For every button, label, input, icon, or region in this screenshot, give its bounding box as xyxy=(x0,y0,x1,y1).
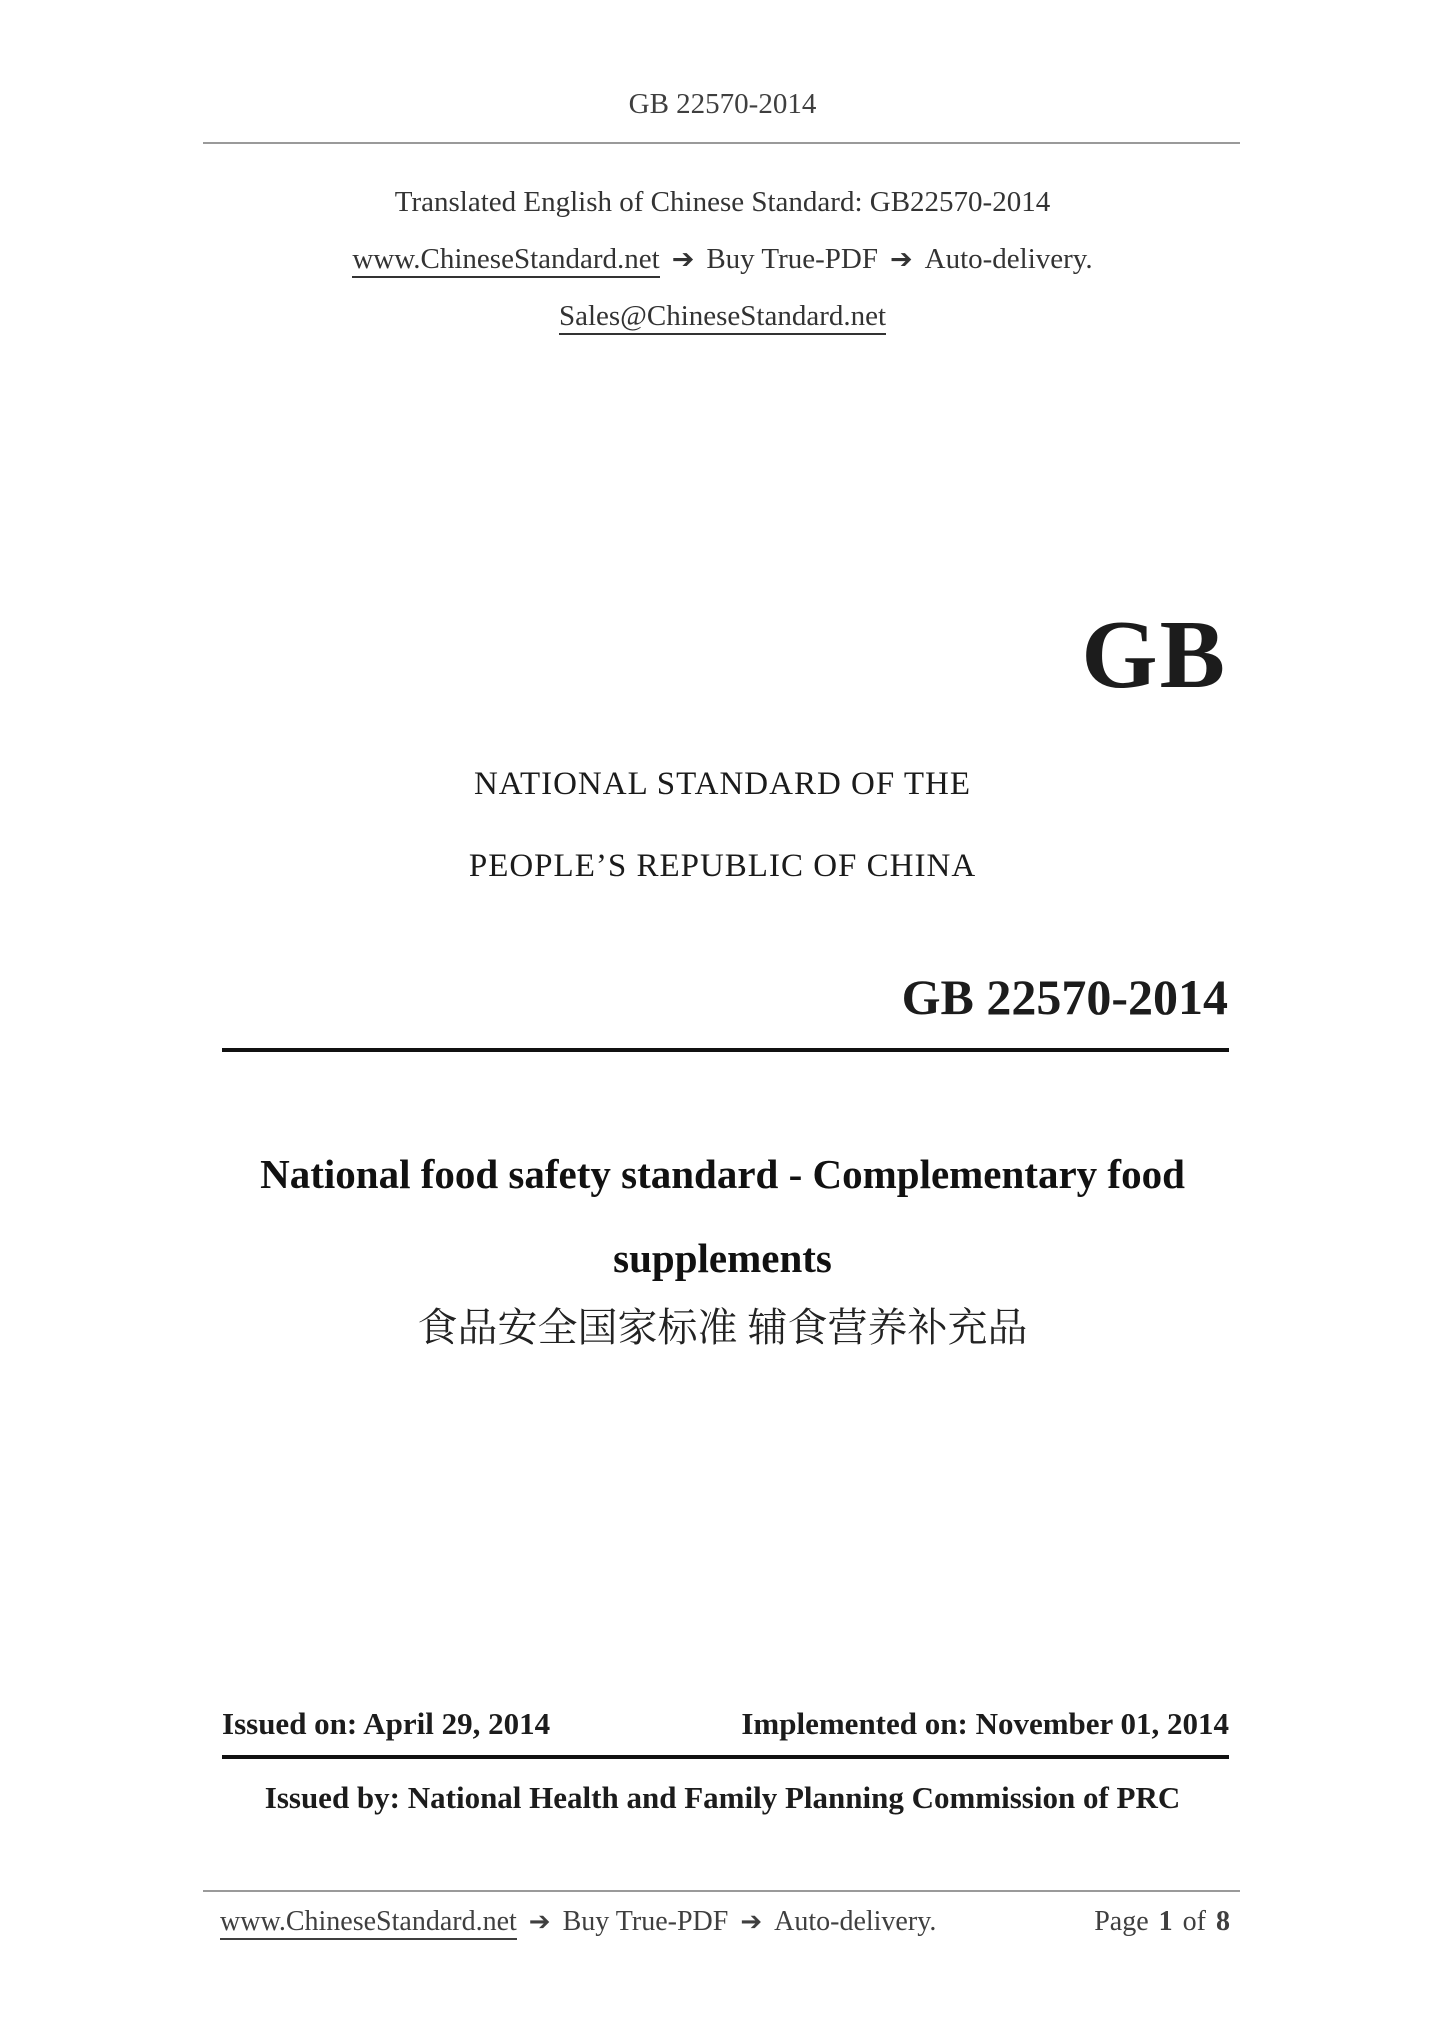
page-word: Page xyxy=(1094,1906,1149,1937)
implemented-on-label: Implemented on: November 01, 2014 xyxy=(741,1706,1229,1741)
website-link[interactable]: www.ChineseStandard.net xyxy=(352,243,659,278)
issuance-divider-rule xyxy=(222,1755,1229,1759)
page-number: 1 xyxy=(1158,1906,1173,1937)
intro-link-line xyxy=(0,243,1445,276)
page-total: 8 xyxy=(1216,1906,1230,1937)
right-arrow-icon: ➔ xyxy=(890,244,913,275)
issued-on-label: Issued on: April 29, 2014 xyxy=(222,1706,551,1741)
right-arrow-icon: ➔ xyxy=(528,1907,551,1937)
auto-delivery-text: Auto-delivery. xyxy=(774,1906,937,1937)
footer-divider xyxy=(203,1890,1240,1892)
auto-delivery-text: Auto-delivery. xyxy=(924,243,1093,275)
standard-title-chinese: 食品安全国家标准 辅食营养补充品 xyxy=(417,1305,1028,1350)
page-indicator xyxy=(1094,1906,1230,1938)
code-underline-rule xyxy=(222,1048,1229,1052)
issued-by-label: Issued by: National Health and Family Planning Commission of PRC xyxy=(264,1780,1181,1815)
right-arrow-icon: ➔ xyxy=(671,244,695,275)
intro-translated-line: Translated English of Chinese Standard: GB22570-2014 xyxy=(394,186,1051,218)
gb-logo-text: GB xyxy=(1081,601,1227,709)
national-standard-line1: NATIONAL STANDARD OF THE xyxy=(473,766,972,802)
sales-email-link[interactable]: Sales@ChineseStandard.net xyxy=(559,300,886,335)
standard-title-line1: National food safety standard - Complementary food xyxy=(260,1151,1185,1197)
header-divider xyxy=(203,142,1240,144)
intro-email-line xyxy=(0,300,1445,333)
national-standard-line2: PEOPLE’S REPUBLIC OF CHINA xyxy=(468,848,977,884)
header-doc-code: GB 22570-2014 xyxy=(628,88,817,120)
issuance-dates-row xyxy=(222,1706,1229,1742)
of-word: of xyxy=(1182,1906,1206,1937)
buy-pdf-text: Buy True-PDF xyxy=(562,1906,729,1937)
website-link[interactable]: www.ChineseStandard.net xyxy=(220,1906,517,1940)
right-arrow-icon: ➔ xyxy=(740,1907,763,1937)
standard-title-line2: supplements xyxy=(613,1235,832,1281)
footer-row xyxy=(220,1906,1230,1938)
buy-pdf-text: Buy True-PDF xyxy=(706,243,878,275)
footer-link-line xyxy=(220,1906,936,1938)
standard-code: GB 22570-2014 xyxy=(901,969,1228,1025)
